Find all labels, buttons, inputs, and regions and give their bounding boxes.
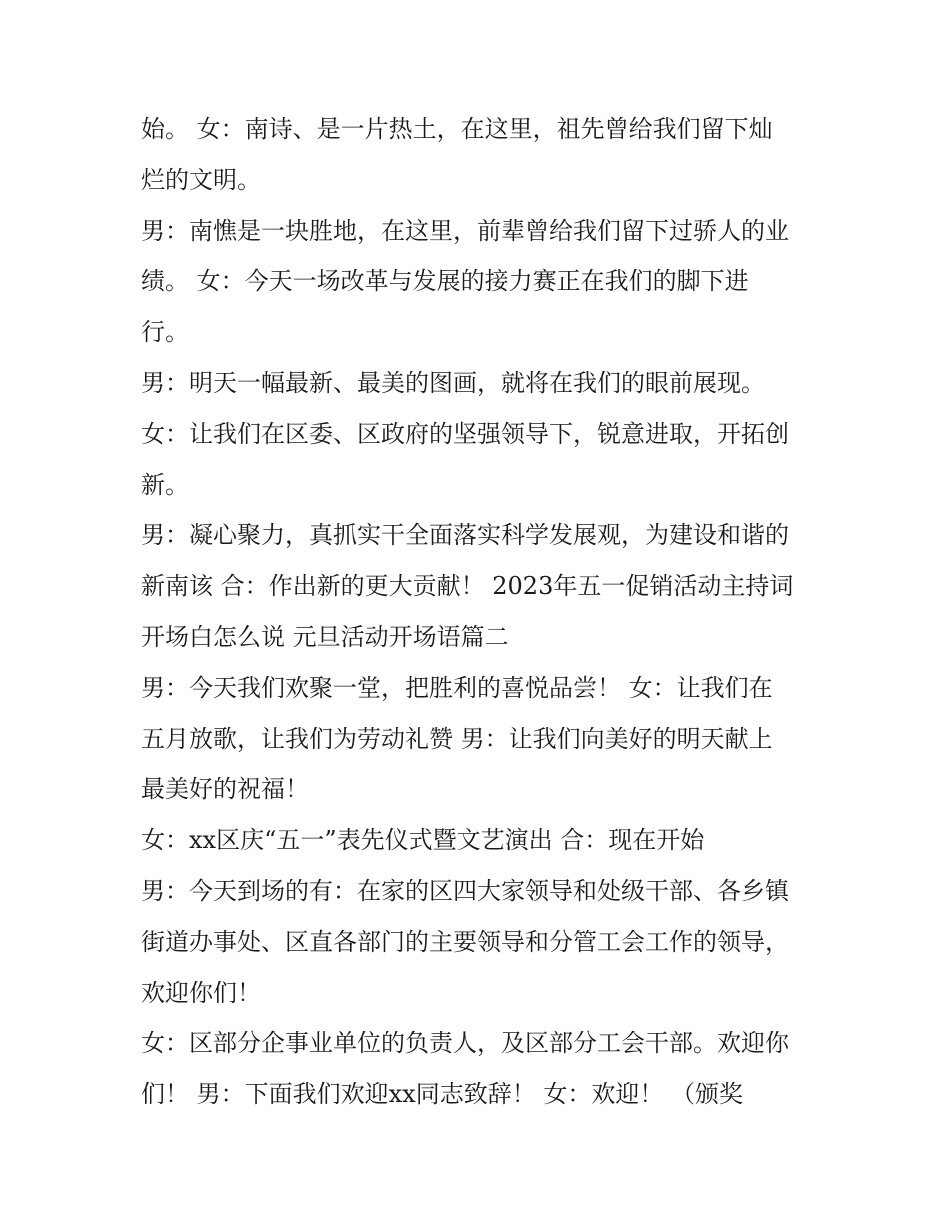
text-line: 男：明天一幅最新、最美的图画，就将在我们的眼前展现。: [141, 368, 765, 397]
text-line: 烂的文明。: [141, 165, 261, 194]
text-line: 女：让我们在区委、区政府的坚强领导下，锐意进取，开拓创: [141, 419, 789, 448]
text-line: 街道办事处、区直各部门的主要领导和分管工会工作的领导，: [141, 927, 789, 956]
text-line: 始。 女：南诗、是一片热土，在这里，祖先曾给我们留下灿: [141, 115, 773, 143]
text-line: 女：区部分企事业单位的负责人，及区部分工会干部。欢迎你: [141, 1029, 789, 1058]
text-line: 男：今天到场的有：在家的区四大家领导和处级干部、各乡镇: [141, 876, 789, 905]
text-line: 五月放歌，让我们为劳动礼赞 男：让我们向美好的明天献上: [141, 724, 773, 753]
text-line: 男：南憔是一块胜地，在这里，前辈曾给我们留下过骄人的业: [141, 216, 789, 245]
text-line: 开场白怎么说 元旦活动开场语篇二: [141, 622, 509, 651]
text-line: 新南该 合：作出新的更大贡献！ 2023年五一促销活动主持词: [141, 572, 794, 601]
text-line: 绩。 女：今天一场改革与发展的接力赛正在我们的脚下进: [141, 267, 749, 296]
document-body: [141, 104, 831, 1120]
text-line: 最美好的祝福！: [141, 775, 309, 804]
text-line: 行。: [141, 318, 189, 347]
text-line: 男：今天我们欢聚一堂，把胜利的喜悦品尝！ 女：让我们在: [141, 673, 773, 702]
text-line: 们！ 男：下面我们欢迎xx同志致辞！ 女：欢迎！ （颁奖: [141, 1080, 743, 1109]
text-line: 男：凝心聚力，真抓实干全面落实科学发展观，为建设和谐的: [141, 521, 789, 550]
text-line: 欢迎你们！: [141, 978, 261, 1007]
text-line: 女：xx区庆“五一”表先仪式暨文艺演出 合：现在开始: [141, 826, 705, 855]
text-line: 新。: [141, 470, 189, 499]
